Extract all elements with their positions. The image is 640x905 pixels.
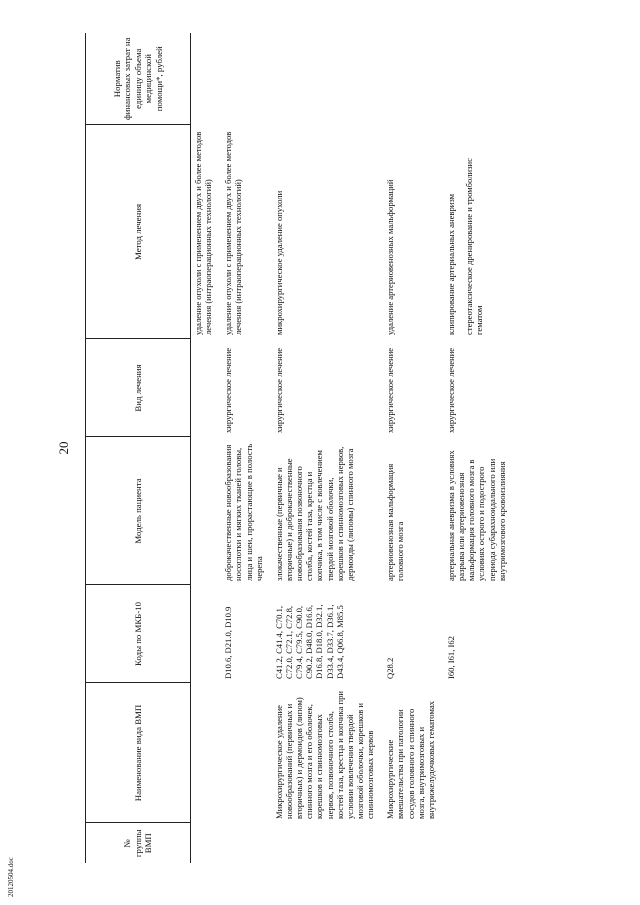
cell-patient-model: доброкачественные новообразования носоглотки и мягких тканей головы, лица и шеи, прорастающие в полость черепа	[223, 443, 264, 581]
cell-icd-codes	[191, 585, 222, 683]
page-number: 20	[56, 441, 71, 455]
method-item: клипирование артериальных аневризм	[445, 193, 456, 335]
cell-patient-model: артериовенозная мальформация головного мозга	[385, 463, 406, 581]
cell-icd-codes: D10.6, D21.0, D10.9	[223, 606, 234, 679]
cell-treatment-method	[221, 125, 272, 339]
method-item: удаление артериовенозных мальформаций	[385, 179, 396, 335]
cell-patient-model: артериальная аневризма в условиях разрыва или артериовенозная мальформация головного мозга в условиях острого и подострого периода субарахноидального или внутримозгового кровоизлияния	[445, 450, 507, 581]
cell-treatment-type: хирургическое лечение	[223, 347, 234, 433]
cell-icd-codes: Q28.2	[385, 657, 396, 679]
cell-patient-model: злокачественные (первичные и вторичные) и доброкачественные новообразования позвоночного столба, костей таза, крестца и копчика, в том числе с вовлечением твердой мозговой оболочки, корешков и спинномозговых нервов, дермоиды (липомы) спинного мозга	[273, 446, 355, 581]
cell-treatment-type: хирургическое лечение	[273, 347, 284, 433]
header-icd-codes: Коды по МКБ-10	[86, 585, 191, 683]
cell-vmp-name	[444, 683, 515, 823]
cell-cost-norm	[444, 33, 515, 125]
cell-group-number	[272, 823, 383, 863]
table-row	[383, 33, 444, 863]
document-id: 20120504.doc	[7, 857, 15, 897]
cell-vmp-name: Микрохирургические вмешательства при патологии сосудов головного и спинного мозга, внутримозговых и внутрижелудочковых гематомах	[385, 701, 436, 819]
table-row	[191, 33, 222, 863]
cell-treatment-type	[191, 339, 222, 437]
header-group-number: № группы ВМП	[86, 823, 191, 863]
cell-cost-norm	[383, 33, 444, 125]
method-item: микрохирургическое удаление опухоли	[273, 190, 284, 335]
header-patient-model: Модель пациента	[86, 437, 191, 585]
table-header-row	[86, 33, 191, 863]
cell-cost-norm	[272, 33, 383, 125]
header-vmp-name: Наименование вида ВМП	[86, 683, 191, 823]
table-row	[272, 33, 383, 863]
cell-patient-model	[191, 437, 222, 585]
header-treatment-method: Метод лечения	[86, 125, 191, 339]
method-item: удаление опухоли с применением двух и более методов лечения (интраоперационных технологий)	[223, 131, 244, 335]
header-treatment-type: Вид лечения	[86, 339, 191, 437]
cell-treatment-method	[383, 125, 444, 339]
cell-vmp-name	[221, 683, 272, 823]
cell-treatment-method	[444, 125, 515, 339]
table-row	[221, 33, 272, 863]
cell-vmp-name: Микрохирургическое удаление новообразований (первичных и вторичных) и дермоидов (липом) спинного мозга и его оболочек, корешков и спинномозговых нервов, позвоночного столба, костей таза, крестца и копчика при условии вовлечения твердой мозговой оболочки, корешков и спинномозговых нервов	[273, 691, 376, 819]
method-item: удаление опухоли с применением двух и более методов лечения (интраоперационных технологий)	[193, 131, 214, 335]
cell-vmp-name	[191, 683, 222, 823]
rotated-page-content	[85, 33, 605, 863]
cell-group-number	[221, 823, 272, 863]
cell-icd-codes: C41.2, C41.4, C70.1, C72.0, C72.1, C72.8, C79.4, C79.5, C90.0, C90.2, D48.0, D16.6, D16.8, D18.0, D32.1, D33.4, D33.7, D36.1, D43.4, Q06.8, M85.5	[273, 604, 345, 679]
table-row	[444, 33, 515, 863]
cell-icd-codes: I60, I61, I62	[445, 636, 456, 679]
cell-group-number	[191, 823, 222, 863]
cell-treatment-type: хирургическое лечение	[385, 347, 396, 433]
method-item: стереотаксическое дренирование и тромболизис гематом	[464, 158, 485, 335]
cell-treatment-type: хирургическое лечение	[445, 347, 456, 433]
cell-group-number	[383, 823, 444, 863]
cell-treatment-method	[191, 125, 222, 339]
cell-cost-norm	[221, 33, 272, 125]
header-cost-norm: Норматив финансовых затрат на единицу объема медицинской помощи*, рублей	[86, 33, 191, 125]
vmp-table	[85, 33, 515, 863]
cell-cost-norm	[191, 33, 222, 125]
cell-treatment-method	[272, 125, 383, 339]
cell-group-number	[444, 823, 515, 863]
